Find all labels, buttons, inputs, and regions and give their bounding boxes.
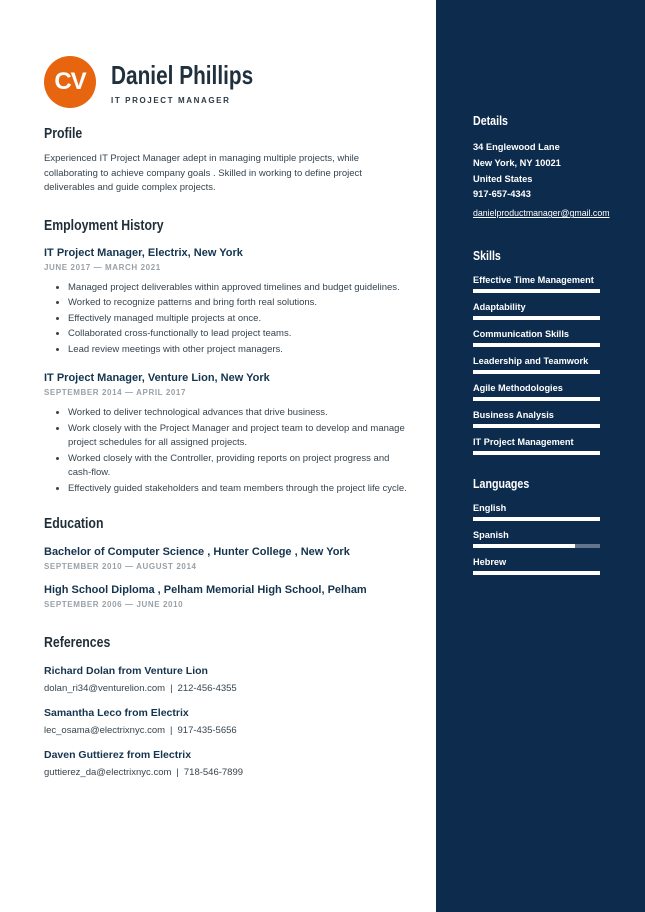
- skill-bar-track: [473, 316, 600, 320]
- skill-item: [473, 302, 600, 320]
- job-bullet: • Effectively guided stakeholders and team members through the project life cycle.: [68, 481, 414, 497]
- references-section: [44, 634, 418, 652]
- address-line-1: 34 Englewood Lane: [473, 142, 560, 152]
- skills-list: [473, 275, 600, 455]
- person-job-title: IT PROJECT MANAGER: [111, 95, 231, 105]
- reference-contact: [44, 767, 418, 778]
- job-entry: [44, 372, 418, 496]
- skill-bar-fill: [473, 370, 600, 374]
- job-bullet: • Worked closely with the Controller, providing reports on project progress and cash-flow.: [68, 451, 414, 481]
- language-bar-track: [473, 571, 600, 575]
- language-item: [473, 530, 600, 548]
- skill-item: [473, 329, 600, 347]
- education-title: High School Diploma , Pelham Memorial High School, Pelham: [44, 584, 367, 597]
- job-bullet: • Collaborated cross-functionally to lead project teams.: [68, 326, 414, 342]
- skill-bar-fill: [473, 424, 600, 428]
- employment-heading: Employment History: [44, 216, 164, 234]
- skill-bar-track: [473, 289, 600, 293]
- education-entry: [44, 546, 418, 571]
- language-bar-track: [473, 517, 600, 521]
- education-section: [44, 515, 418, 533]
- profile-heading: Profile: [44, 125, 83, 142]
- job-bullet: • Worked to recognize patterns and bring forth real solutions.: [68, 295, 414, 311]
- skill-bar-fill: [473, 343, 600, 347]
- job-dates: JUNE 2017 — MARCH 2021: [44, 262, 161, 272]
- references-heading: References: [44, 634, 111, 652]
- resume-header: [44, 56, 418, 108]
- skill-bar-track: [473, 397, 600, 401]
- language-bar-fill: [473, 517, 600, 521]
- language-bar-fill: [473, 544, 575, 548]
- skills-section: [473, 247, 600, 265]
- person-name: Daniel Phillips: [111, 59, 254, 90]
- languages-list: [473, 503, 600, 575]
- language-label: English: [473, 503, 507, 514]
- language-bar-fill: [473, 571, 600, 575]
- reference-phone: 917-435-5656: [177, 725, 237, 737]
- reference-entry: [44, 665, 418, 694]
- language-item: [473, 557, 600, 575]
- job-dates: SEPTEMBER 2014 — APRIL 2017: [44, 388, 187, 398]
- education-heading: Education: [44, 515, 104, 533]
- skill-label: Leadership and Teamwork: [473, 356, 589, 367]
- skill-bar-track: [473, 370, 600, 374]
- reference-name: Samantha Leco from Electrix: [44, 707, 189, 720]
- profile-section: [44, 125, 418, 143]
- language-label: Hebrew: [473, 557, 507, 568]
- skill-item: [473, 437, 600, 455]
- languages-heading: Languages: [473, 476, 530, 492]
- reference-separator: |: [170, 725, 173, 737]
- employment-section: [44, 217, 418, 235]
- skill-item: [473, 383, 600, 401]
- languages-section: [473, 475, 600, 493]
- job-title: IT Project Manager, Electrix, New York: [44, 246, 243, 259]
- skill-bar-fill: [473, 316, 600, 320]
- skill-label: Effective Time Management: [473, 275, 594, 286]
- reference-name: Richard Dolan from Venture Lion: [44, 665, 208, 678]
- language-label: Spanish: [473, 530, 509, 541]
- job-bullet: • Effectively managed multiple projects at once.: [68, 311, 414, 327]
- skill-label: Adaptability: [473, 302, 526, 313]
- skill-bar-fill: [473, 451, 600, 455]
- reference-phone: 212-456-4355: [177, 683, 237, 695]
- skill-label: IT Project Management: [473, 437, 574, 448]
- reference-email: dolan_ri34@venturelion.com: [44, 683, 166, 695]
- reference-email: lec_osama@electrixnyc.com: [44, 725, 166, 737]
- reference-contact: [44, 725, 418, 736]
- job-entry: [44, 247, 418, 358]
- education-dates: SEPTEMBER 2006 — JUNE 2010: [44, 600, 184, 610]
- education-entry: [44, 584, 418, 609]
- cv-logo-icon: CV: [44, 56, 96, 108]
- job-bullet: • Lead review meetings with other project managers.: [68, 342, 414, 358]
- address-line-2: New York, NY 10021: [473, 157, 561, 168]
- details-list: [473, 140, 610, 221]
- skill-bar-track: [473, 424, 600, 428]
- reference-entry: [44, 749, 418, 778]
- details-heading: Details: [473, 113, 508, 128]
- language-bar-track: [473, 544, 600, 548]
- reference-separator: |: [176, 767, 179, 779]
- phone-number: 917-657-4343: [473, 189, 531, 200]
- skill-item: [473, 356, 600, 374]
- profile-text: Experienced IT Project Manager adept in managing multiple projects, while collaborating to achieve company goals . Skilled in working to define project deliverables and guide complex projects.: [44, 153, 362, 194]
- skill-bar-track: [473, 343, 600, 347]
- job-bullet-list: [44, 405, 414, 496]
- reference-separator: |: [170, 683, 173, 695]
- skill-item: [473, 275, 600, 293]
- job-bullet-list: [44, 280, 414, 358]
- email-link[interactable]: danielproductmanager@gmail.com: [473, 208, 610, 219]
- education-title: Bachelor of Computer Science , Hunter College , New York: [44, 546, 350, 559]
- skill-item: [473, 410, 600, 428]
- skill-label: Agile Methodologies: [473, 383, 563, 394]
- job-bullet: • Managed project deliverables within approved timelines and budget guidelines.: [68, 280, 414, 296]
- reference-name: Daven Guttierez from Electrix: [44, 749, 192, 762]
- skills-heading: Skills: [473, 248, 501, 264]
- header-text: [111, 60, 289, 105]
- address-country: United States: [473, 173, 533, 184]
- sidebar: [436, 0, 645, 912]
- reference-phone: 718-546-7899: [183, 767, 244, 779]
- job-title: IT Project Manager, Venture Lion, New York: [44, 372, 270, 385]
- language-item: [473, 503, 600, 521]
- job-bullet: • Work closely with the Project Manager and project team to develop and manage project schedules for all assigned projects.: [68, 421, 414, 451]
- skill-bar-fill: [473, 289, 600, 293]
- skill-bar-fill: [473, 397, 600, 401]
- skill-bar-track: [473, 451, 600, 455]
- reference-contact: [44, 683, 418, 694]
- education-dates: SEPTEMBER 2010 — AUGUST 2014: [44, 562, 197, 572]
- job-bullet: • Worked to deliver technological advances that drive business.: [68, 405, 414, 421]
- reference-entry: [44, 707, 418, 736]
- skill-label: Communication Skills: [473, 329, 569, 340]
- skill-label: Business Analysis: [473, 410, 554, 421]
- reference-email: guttierez_da@electrixnyc.com: [44, 767, 172, 779]
